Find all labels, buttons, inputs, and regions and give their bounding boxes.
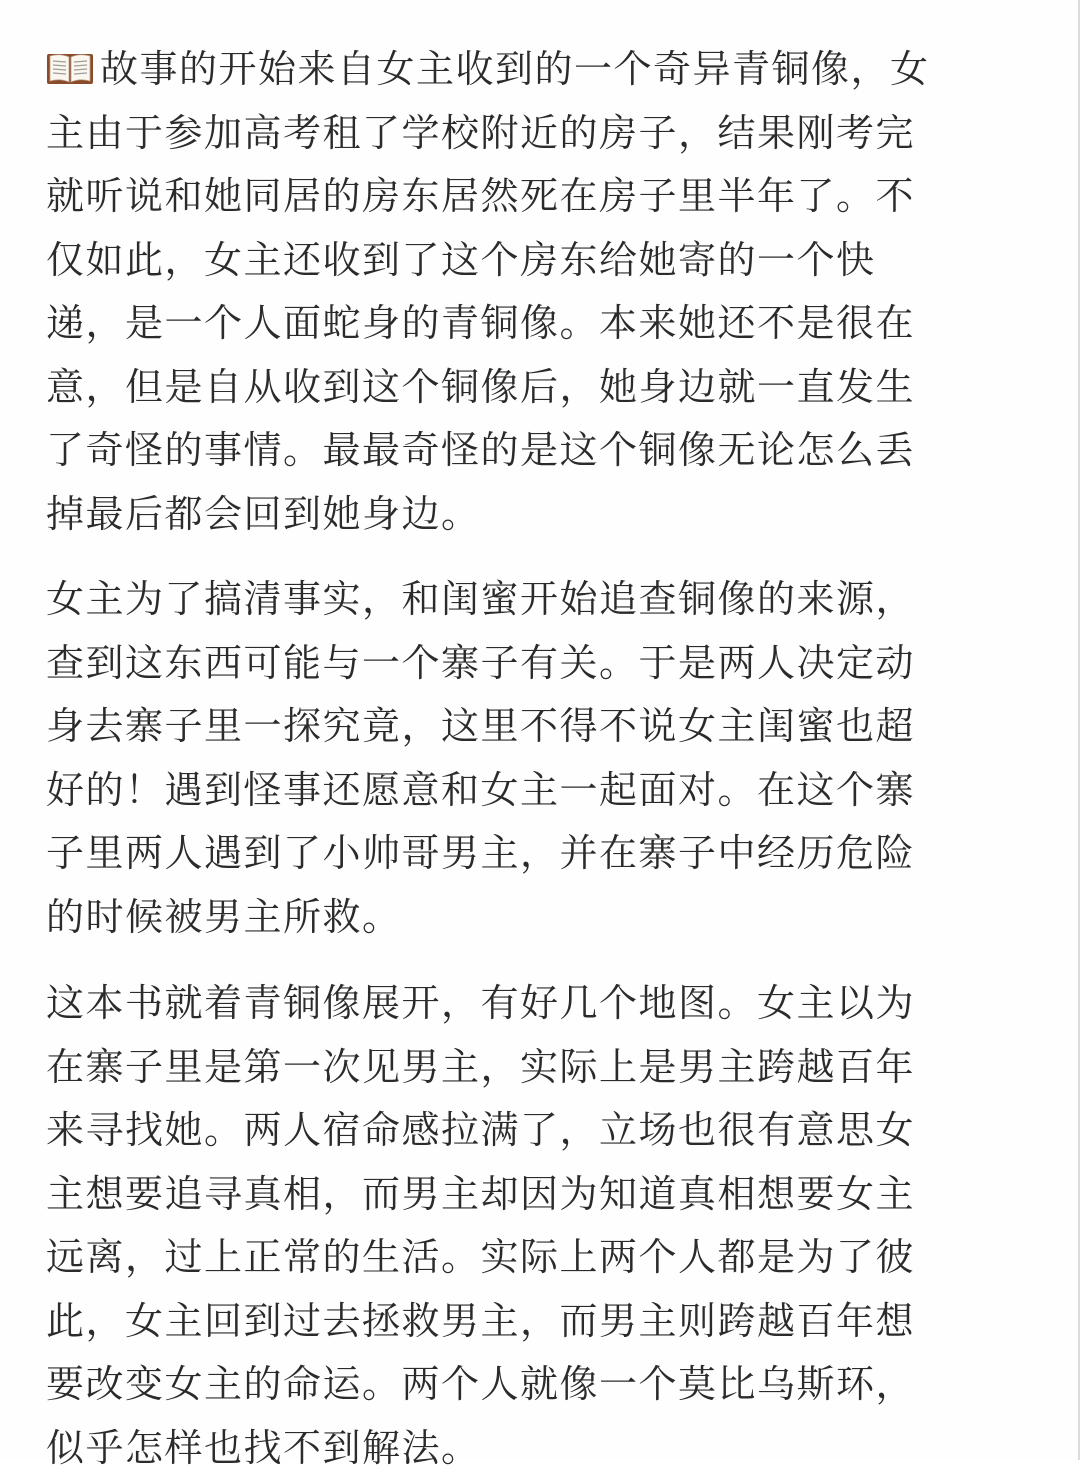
- paragraph-1-text: 故事的开始来自女主收到的一个奇异青铜像，女 主由于参加高考租了学校附近的房子，结果刚考完 就听说和她同居的房东居然死在房子里半年了。不 仅如此，女主还收到了这个房东给她寄的一个快 递，是一个人面蛇身的青铜像。本来她还不是很在 意，但是自从收到这个铜像后，她身边就一直发生 了奇怪的事情。最最奇怪的是这个铜像无论怎么丢 掉最后都会回到她身边。: [46, 47, 930, 536]
- paragraph-3: 这本书就着青铜像展开，有好几个地图。女主以为 在寨子里是第一次见男主，实际上是男主跨越百年 来寻找她。两人宿命感拉满了，立场也很有意思女 主想要追寻真相，而男主却因为知道真相想要女主 远离，过上正常的生活。实际上两个人都是为了彼 此，女主回到过去拯救男主，而男主则跨越百年想 要改变女主的命运。两个人就像一个莫比乌斯环， 似乎怎样也找不到解法。: [46, 981, 916, 1470]
- paragraph-2: 女主为了搞清事实，和闺蜜开始追查铜像的来源， 查到这东西可能与一个寨子有关。于是两人决定动 身去寨子里一探究竟，这里不得不说女主闺蜜也超 好的！遇到怪事还愿意和女主一起面对。在这个寨 子里两人遇到了小帅哥男主，并在寨子中经历危险 的时候被男主所救。: [46, 577, 916, 939]
- paragraph-1: [46, 38, 1032, 546]
- open-book-icon: [46, 52, 94, 86]
